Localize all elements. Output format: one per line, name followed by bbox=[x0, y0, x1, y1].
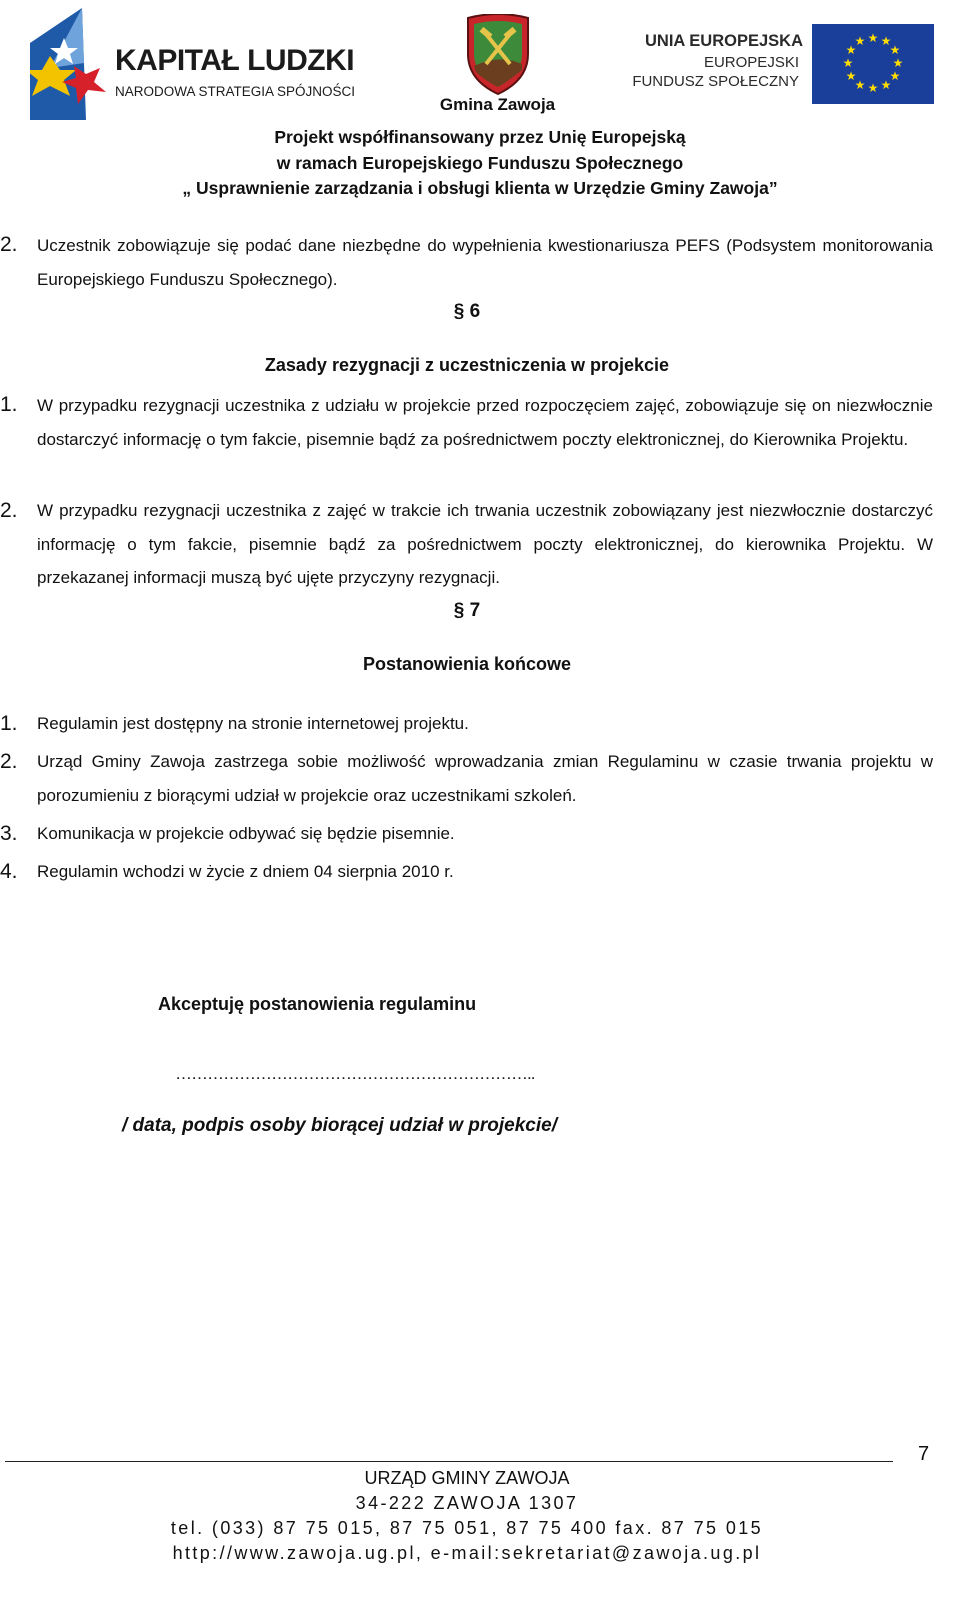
paragraph-communication: Komunikacja w projekcie odbywać się będzie pisemnie. bbox=[37, 824, 455, 843]
svg-text:★: ★ bbox=[842, 56, 854, 70]
kapital-ludzki-logo bbox=[30, 8, 375, 120]
paragraph-resignation-during: W przypadku rezygnacji uczestnika z zajęć w trakcie ich trwania uczestnik zobowiązany jest niezwłocznie dostarczyć informację o tym fakcie, pisemnie bądź za pośrednictwem poczty elektronicznej, do kierownika Projektu. W przekazanej informacji muszą być ujęte przyczyny rezygnacji. bbox=[37, 501, 933, 587]
acceptance-statement: Akceptuję postanowienia regulaminu bbox=[158, 994, 477, 1014]
eu-flag-icon bbox=[812, 24, 934, 104]
footer-phone-fax: tel. (033) 87 75 015, 87 75 051, 87 75 400 fax. 87 75 015 bbox=[170, 1518, 764, 1538]
footer-divider bbox=[5, 1461, 893, 1462]
footer-address: 34-222 ZAWOJA 1307 bbox=[355, 1493, 579, 1513]
section-7-sign: § 7 bbox=[453, 600, 481, 621]
item-number: 1. bbox=[0, 393, 18, 416]
kapital-ludzki-subtitle: NARODOWA STRATEGIA SPÓJNOŚCI bbox=[115, 84, 356, 99]
svg-text:★: ★ bbox=[880, 78, 892, 92]
page-number: 7 bbox=[918, 1443, 930, 1465]
paragraph-effective-date: Regulamin wchodzi w życie z dniem 04 sierpnia 2010 r. bbox=[37, 862, 454, 881]
item-number: 2. bbox=[0, 499, 18, 522]
svg-text:★: ★ bbox=[880, 34, 892, 48]
section-7-title: Postanowienia końcowe bbox=[362, 654, 572, 674]
section-6-sign: § 6 bbox=[453, 301, 481, 322]
section-6-title: Zasady rezygnacji z uczestniczenia w projekcie bbox=[264, 355, 670, 375]
efs-label-line2: FUNDUSZ SPOŁECZNY bbox=[632, 73, 799, 90]
gmina-name: Gmina Zawoja bbox=[439, 95, 556, 114]
eu-efs-logo bbox=[625, 20, 935, 108]
paragraph-pefs: Uczestnik zobowiązuje się podać dane niezbędne do wypełnienia kwestionariusza PEFS (Podsystem monitorowania Europejskiego Funduszu Społecznego). bbox=[37, 236, 933, 289]
paragraph-availability: Regulamin jest dostępny na stronie internetowej projektu. bbox=[37, 714, 469, 733]
svg-text:★: ★ bbox=[845, 69, 857, 83]
footer-web-email: http://www.zawoja.ug.pl, e-mail:sekretariat@zawoja.ug.pl bbox=[172, 1543, 762, 1563]
kapital-ludzki-title: KAPITAŁ LUDZKI bbox=[115, 44, 355, 77]
signature-line: ………………………………………………………….. bbox=[175, 1064, 535, 1083]
svg-text:★: ★ bbox=[889, 69, 901, 83]
project-title: „ Usprawnienie zarządzania i obsługi klienta w Urzędzie Gminy Zawoja” bbox=[182, 178, 778, 198]
svg-text:★: ★ bbox=[867, 81, 879, 95]
eu-label: UNIA EUROPEJSKA bbox=[645, 32, 803, 50]
kapital-ludzki-emblem-icon bbox=[30, 8, 112, 120]
item-number: 3. bbox=[0, 822, 18, 845]
item-number: 2. bbox=[0, 750, 18, 773]
svg-text:★: ★ bbox=[854, 78, 866, 92]
svg-text:★: ★ bbox=[845, 43, 857, 57]
item-number: 2. bbox=[0, 233, 18, 256]
item-number: 1. bbox=[0, 712, 18, 735]
svg-text:★: ★ bbox=[867, 31, 879, 45]
project-line-1: Projekt współfinansowany przez Unię Europejską bbox=[274, 127, 686, 147]
signature-caption: / data, podpis osoby biorącej udział w projekcie/ bbox=[122, 1115, 557, 1136]
eu-stars-icon bbox=[812, 24, 934, 104]
efs-label-line1: EUROPEJSKI bbox=[703, 54, 799, 71]
footer-office-name: URZĄD GMINY ZAWOJA bbox=[364, 1468, 570, 1488]
svg-text:★: ★ bbox=[854, 34, 866, 48]
paragraph-changes: Urząd Gminy Zawoja zastrzega sobie możliwość wprowadzania zmian Regulaminu w czasie trwania projektu w porozumieniu z biorącymi udział w projekcie oraz uczestnikami szkoleń. bbox=[37, 752, 933, 805]
gmina-zawoja-crest-icon bbox=[462, 14, 534, 96]
item-number: 4. bbox=[0, 860, 18, 883]
svg-text:★: ★ bbox=[889, 43, 901, 57]
svg-text:★: ★ bbox=[892, 56, 904, 70]
paragraph-resignation-before: W przypadku rezygnacji uczestnika z udziału w projekcie przed rozpoczęciem zajęć, zobowiązuje się on niezwłocznie dostarczyć informację o tym fakcie, pisemnie bądź za pośrednictwem poczty elektronicznej, do Kierownika Projektu. bbox=[37, 396, 933, 449]
project-line-2: w ramach Europejskiego Funduszu Społecznego bbox=[276, 153, 684, 173]
